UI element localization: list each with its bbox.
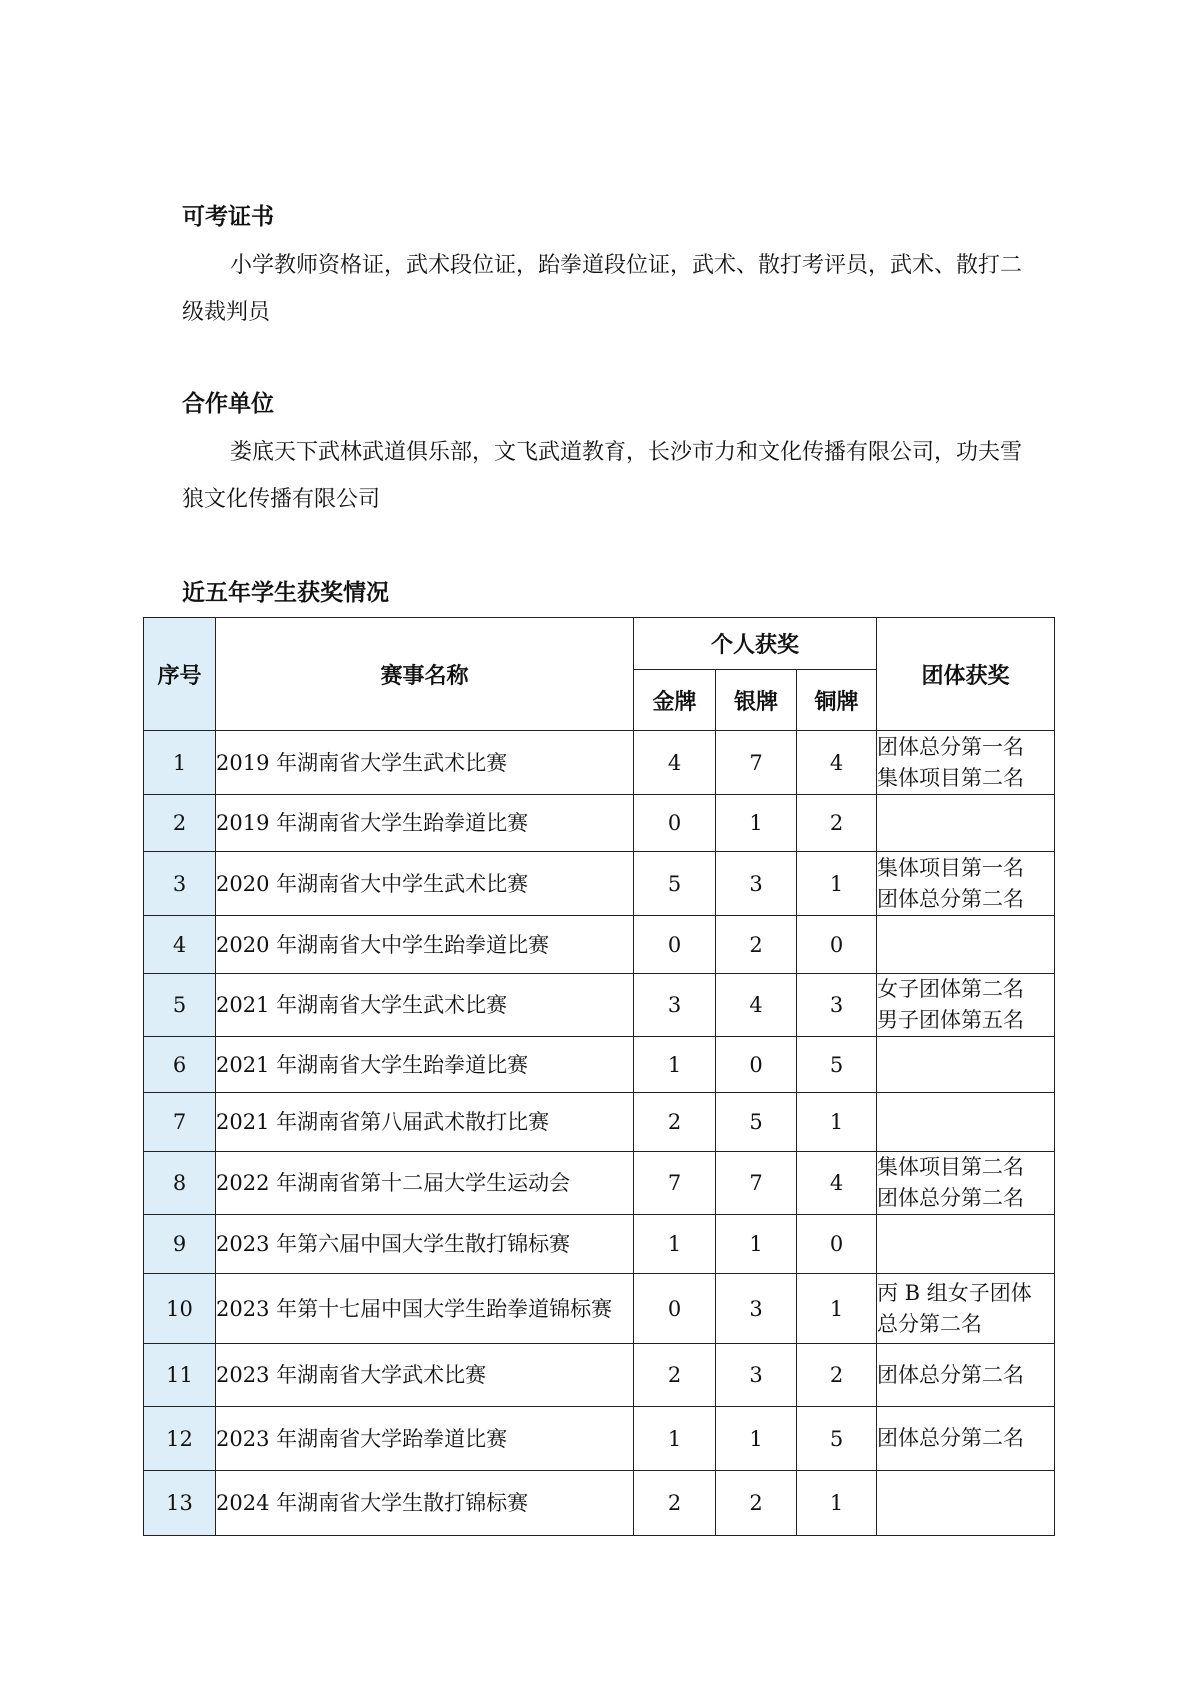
certificates-paragraph: 小学教师资格证，武术段位证，跆拳道段位证，武术、散打考评员，武术、散打二级裁判员 <box>182 253 1023 325</box>
row-silver-count: 7 <box>716 1152 797 1215</box>
row-index: 10 <box>144 1274 216 1344</box>
awards-table <box>143 617 1055 1536</box>
row-silver-count: 1 <box>716 1215 797 1274</box>
row-event-name: 2019 年湖南省大学生武术比赛 <box>216 731 634 795</box>
table-row <box>144 1215 1055 1274</box>
row-bronze-count: 1 <box>797 1471 877 1536</box>
row-team-award <box>877 974 1055 1037</box>
row-team-award <box>877 1093 1055 1152</box>
table-row <box>144 1344 1055 1407</box>
row-team-award <box>877 1037 1055 1093</box>
row-index: 1 <box>144 731 216 795</box>
row-index: 8 <box>144 1152 216 1215</box>
table-row <box>144 1037 1055 1093</box>
team-award-line: 女子团体第二名 <box>877 977 1024 1001</box>
row-bronze-count: 2 <box>797 795 877 852</box>
table-row <box>144 1274 1055 1344</box>
header-silver: 银牌 <box>716 670 797 731</box>
row-team-award <box>877 1152 1055 1215</box>
team-award-line: 集体项目第二名 <box>877 1155 1024 1179</box>
row-event-name: 2022 年湖南省第十二届大学生运动会 <box>216 1152 634 1215</box>
row-bronze-count: 2 <box>797 1344 877 1407</box>
row-event-name: 2019 年湖南省大学生跆拳道比赛 <box>216 795 634 852</box>
row-silver-count: 0 <box>716 1037 797 1093</box>
certificates-heading: 可考证书 <box>182 204 274 230</box>
row-event-name: 2024 年湖南省大学生散打锦标赛 <box>216 1471 634 1536</box>
row-gold-count: 7 <box>634 1152 716 1215</box>
awards-heading: 近五年学生获奖情况 <box>182 580 389 606</box>
table-row <box>144 1093 1055 1152</box>
team-award-line: 集体项目第二名 <box>877 765 1024 790</box>
table-row <box>144 974 1055 1037</box>
team-award-line: 团体总分第二名 <box>877 1426 1024 1450</box>
row-event-name: 2023 年第六届中国大学生散打锦标赛 <box>216 1215 634 1274</box>
table-row <box>144 916 1055 974</box>
row-event-name: 2021 年湖南省大学生跆拳道比赛 <box>216 1037 634 1093</box>
row-gold-count: 0 <box>634 795 716 852</box>
row-index: 3 <box>144 852 216 916</box>
row-bronze-count: 5 <box>797 1037 877 1093</box>
row-team-award <box>877 1344 1055 1407</box>
team-award-line: 集体项目第一名 <box>877 855 1024 880</box>
row-team-award <box>877 852 1055 916</box>
row-index: 2 <box>144 795 216 852</box>
row-team-award <box>877 1407 1055 1471</box>
row-bronze-count: 1 <box>797 1274 877 1344</box>
row-bronze-count: 0 <box>797 1215 877 1274</box>
table-row <box>144 1152 1055 1215</box>
header-gold: 金牌 <box>634 670 716 731</box>
row-gold-count: 2 <box>634 1093 716 1152</box>
row-silver-count: 3 <box>716 1344 797 1407</box>
row-index: 9 <box>144 1215 216 1274</box>
row-silver-count: 3 <box>716 852 797 916</box>
row-bronze-count: 4 <box>797 1152 877 1215</box>
row-gold-count: 2 <box>634 1344 716 1407</box>
table-row <box>144 852 1055 916</box>
row-bronze-count: 3 <box>797 974 877 1037</box>
row-gold-count: 1 <box>634 1407 716 1471</box>
row-event-name: 2020 年湖南省大中学生跆拳道比赛 <box>216 916 634 974</box>
row-index: 13 <box>144 1471 216 1536</box>
row-index: 5 <box>144 974 216 1037</box>
table-row <box>144 1471 1055 1536</box>
row-event-name: 2023 年第十七届中国大学生跆拳道锦标赛 <box>216 1274 634 1344</box>
team-award-line: 团体总分第二名 <box>877 1362 1024 1387</box>
row-event-name: 2021 年湖南省第八届武术散打比赛 <box>216 1093 634 1152</box>
row-gold-count: 4 <box>634 731 716 795</box>
row-index: 11 <box>144 1344 216 1407</box>
row-bronze-count: 1 <box>797 1093 877 1152</box>
row-silver-count: 3 <box>716 1274 797 1344</box>
row-silver-count: 2 <box>716 1471 797 1536</box>
row-silver-count: 1 <box>716 795 797 852</box>
row-index: 4 <box>144 916 216 974</box>
row-bronze-count: 4 <box>797 731 877 795</box>
row-team-award <box>877 795 1055 852</box>
row-team-award <box>877 731 1055 795</box>
header-bronze: 铜牌 <box>797 670 877 731</box>
header-index: 序号 <box>144 618 216 731</box>
team-award-line: 男子团体第五名 <box>877 1008 1024 1032</box>
row-event-name: 2023 年湖南省大学武术比赛 <box>216 1344 634 1407</box>
row-gold-count: 1 <box>634 1215 716 1274</box>
row-bronze-count: 5 <box>797 1407 877 1471</box>
row-index: 7 <box>144 1093 216 1152</box>
team-award-line: 丙 B 组女子团体 <box>877 1280 1032 1305</box>
row-silver-count: 7 <box>716 731 797 795</box>
row-silver-count: 5 <box>716 1093 797 1152</box>
row-team-award <box>877 1215 1055 1274</box>
row-event-name: 2020 年湖南省大中学生武术比赛 <box>216 852 634 916</box>
header-individual: 个人获奖 <box>634 618 877 670</box>
row-team-award <box>877 1471 1055 1536</box>
row-gold-count: 1 <box>634 1037 716 1093</box>
row-team-award <box>877 1274 1055 1344</box>
team-award-line: 团体总分第一名 <box>877 734 1024 759</box>
row-event-name: 2021 年湖南省大学生武术比赛 <box>216 974 634 1037</box>
partners-heading: 合作单位 <box>182 391 274 417</box>
row-team-award <box>877 916 1055 974</box>
team-award-line: 团体总分第二名 <box>877 886 1024 911</box>
row-event-name: 2023 年湖南省大学跆拳道比赛 <box>216 1407 634 1471</box>
row-gold-count: 5 <box>634 852 716 916</box>
row-silver-count: 4 <box>716 974 797 1037</box>
header-team: 团体获奖 <box>877 618 1055 731</box>
awards-table-body <box>144 731 1055 1536</box>
row-index: 12 <box>144 1407 216 1471</box>
row-bronze-count: 0 <box>797 916 877 974</box>
row-gold-count: 3 <box>634 974 716 1037</box>
header-event: 赛事名称 <box>216 618 634 731</box>
row-bronze-count: 1 <box>797 852 877 916</box>
table-row <box>144 795 1055 852</box>
table-row <box>144 1407 1055 1471</box>
partners-paragraph: 娄底天下武林武道俱乐部，文飞武道教育，长沙市力和文化传播有限公司，功夫雪狼文化传播有限公司 <box>182 440 1023 512</box>
team-award-line: 总分第二名 <box>877 1311 982 1336</box>
row-silver-count: 2 <box>716 916 797 974</box>
row-index: 6 <box>144 1037 216 1093</box>
table-row <box>144 731 1055 795</box>
row-silver-count: 1 <box>716 1407 797 1471</box>
row-gold-count: 2 <box>634 1471 716 1536</box>
team-award-line: 团体总分第二名 <box>877 1186 1024 1210</box>
row-gold-count: 0 <box>634 1274 716 1344</box>
row-gold-count: 0 <box>634 916 716 974</box>
